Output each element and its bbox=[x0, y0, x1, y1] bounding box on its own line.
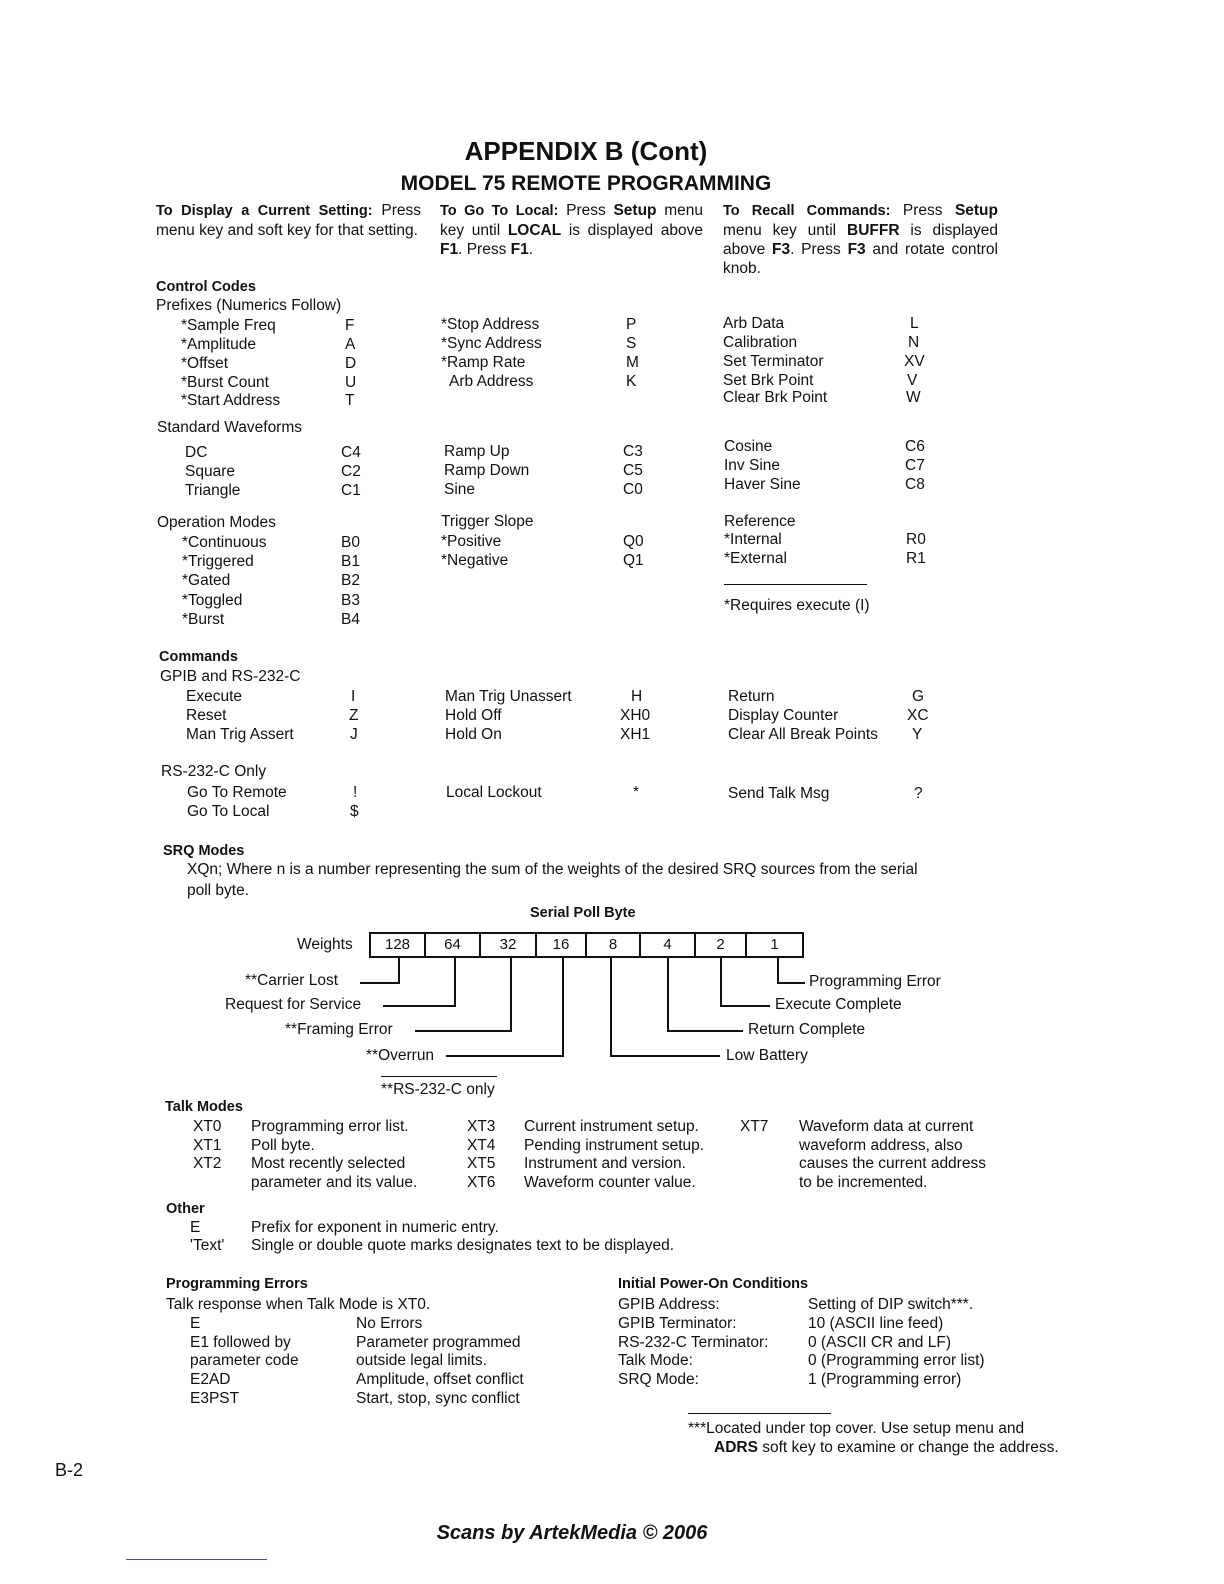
other-code: 'Text' bbox=[190, 1237, 225, 1254]
requires-execute-note: *Requires execute (I) bbox=[724, 597, 870, 614]
list-item: Square bbox=[185, 463, 235, 480]
talk-mode-code: XT7 bbox=[740, 1118, 769, 1135]
list-item: Haver Sine bbox=[724, 476, 801, 493]
power-on-footnote-line2: ADRS soft key to examine or change the address. bbox=[714, 1439, 1059, 1456]
connector-execute-complete-v bbox=[720, 958, 722, 1007]
label-low-battery: Low Battery bbox=[726, 1047, 808, 1064]
list-item-code: XH1 bbox=[620, 726, 651, 743]
list-item-code: W bbox=[906, 389, 921, 406]
list-item-code: C5 bbox=[623, 462, 643, 479]
list-item: Cosine bbox=[724, 438, 773, 455]
power-on-value: 10 (ASCII line feed) bbox=[808, 1315, 944, 1332]
talk-mode-code: XT3 bbox=[467, 1118, 496, 1135]
talk-mode-desc: Programming error list. bbox=[251, 1118, 409, 1135]
list-item-code: ! bbox=[353, 784, 358, 801]
other-desc: Single or double quote marks designates text to be displayed. bbox=[251, 1237, 675, 1254]
connector-carrier-lost-h bbox=[360, 982, 400, 984]
list-item-code: C2 bbox=[341, 463, 361, 480]
list-item-code: K bbox=[626, 373, 637, 390]
other-desc: Prefix for exponent in numeric entry. bbox=[251, 1219, 499, 1236]
list-item: *Ramp Rate bbox=[441, 354, 526, 371]
talk-mode-code: XT5 bbox=[467, 1155, 496, 1172]
list-item: *Burst Count bbox=[181, 374, 269, 391]
list-item-code: G bbox=[912, 688, 925, 705]
list-item: Man Trig Unassert bbox=[445, 688, 572, 705]
talk-mode-code: XT4 bbox=[467, 1137, 496, 1154]
list-item-code: P bbox=[626, 316, 637, 333]
list-item-code: U bbox=[345, 374, 357, 391]
list-item-code: C6 bbox=[905, 438, 925, 455]
list-item: Local Lockout bbox=[446, 784, 542, 801]
list-item-code: B4 bbox=[341, 611, 360, 628]
prefixes-label: Prefixes (Numerics Follow) bbox=[156, 297, 342, 314]
connector-low-battery-h bbox=[610, 1055, 720, 1057]
waveforms-label: Standard Waveforms bbox=[157, 419, 303, 436]
weight-cell-64: 64 bbox=[424, 932, 481, 958]
list-item: Ramp Up bbox=[444, 443, 510, 460]
list-item-code: R0 bbox=[906, 531, 926, 548]
talk-mode-desc: Instrument and version. bbox=[524, 1155, 686, 1172]
list-item: Send Talk Msg bbox=[728, 785, 830, 802]
programming-errors-intro: Talk response when Talk Mode is XT0. bbox=[166, 1296, 431, 1313]
connector-return-complete-v bbox=[667, 958, 669, 1032]
weight-cell-32: 32 bbox=[479, 932, 537, 958]
list-item-code: S bbox=[626, 335, 637, 352]
list-item-code: C3 bbox=[623, 443, 643, 460]
power-on-footnote-divider bbox=[688, 1413, 831, 1414]
weight-cell-8: 8 bbox=[585, 932, 641, 958]
list-item-code: Q1 bbox=[623, 552, 644, 569]
other-heading: Other bbox=[166, 1201, 205, 1217]
talk-mode-desc: causes the current address bbox=[799, 1155, 986, 1172]
list-item: Set Terminator bbox=[723, 353, 824, 370]
label-overrun: **Overrun bbox=[366, 1047, 435, 1064]
label-framing-error: **Framing Error bbox=[285, 1021, 393, 1038]
talk-mode-desc: to be incremented. bbox=[799, 1174, 928, 1191]
list-item-code: ? bbox=[914, 785, 923, 802]
commands-heading: Commands bbox=[159, 649, 238, 665]
connector-execute-complete-h bbox=[720, 1005, 770, 1007]
talk-mode-desc: Pending instrument setup. bbox=[524, 1137, 705, 1154]
gpib-rs232-label: GPIB and RS-232-C bbox=[160, 668, 301, 685]
list-item: Hold Off bbox=[445, 707, 502, 724]
intro-go-to-local: To Go To Local: Press Setup menu key until LOCAL is displayed above F1. Press F1. bbox=[440, 202, 703, 258]
list-item: *Sync Address bbox=[441, 335, 542, 352]
connector-programming-error-h bbox=[777, 982, 805, 984]
list-item: Ramp Down bbox=[444, 462, 530, 479]
list-item-code: C8 bbox=[905, 476, 925, 493]
error-code: E3PST bbox=[190, 1390, 240, 1407]
list-item: Arb Address bbox=[449, 373, 534, 390]
list-item-code: Q0 bbox=[623, 533, 644, 550]
control-codes-heading: Control Codes bbox=[156, 279, 256, 295]
rs232-footnote-divider bbox=[381, 1076, 497, 1077]
list-item: Display Counter bbox=[728, 707, 839, 724]
programming-errors-heading: Programming Errors bbox=[166, 1276, 308, 1292]
power-on-name: GPIB Terminator: bbox=[618, 1315, 737, 1332]
label-carrier-lost: **Carrier Lost bbox=[245, 972, 339, 989]
list-item-code: F bbox=[345, 317, 355, 334]
list-item: Arb Data bbox=[723, 315, 785, 332]
error-desc: outside legal limits. bbox=[356, 1352, 487, 1369]
list-item: Inv Sine bbox=[724, 457, 781, 474]
label-return-complete: Return Complete bbox=[748, 1021, 866, 1038]
label-programming-error: Programming Error bbox=[809, 973, 941, 990]
talk-mode-desc: Current instrument setup. bbox=[524, 1118, 699, 1135]
intro-display-setting: To Display a Current Setting: Press menu key and soft key for that setting. bbox=[156, 202, 421, 239]
list-item-code: I bbox=[351, 688, 356, 705]
power-on-heading: Initial Power-On Conditions bbox=[618, 1276, 809, 1292]
srq-modes-heading: SRQ Modes bbox=[163, 843, 245, 859]
power-on-name: GPIB Address: bbox=[618, 1296, 720, 1313]
scan-credit: Scans by ArtekMedia © 2006 bbox=[436, 1522, 708, 1544]
operation-modes-label: Operation Modes bbox=[157, 514, 276, 531]
page-number: B-2 bbox=[55, 1460, 84, 1480]
error-code: E2AD bbox=[190, 1371, 231, 1388]
serial-poll-byte-title: Serial Poll Byte bbox=[530, 905, 636, 921]
list-item-code: B0 bbox=[341, 534, 360, 551]
weight-cell-1: 1 bbox=[745, 932, 804, 958]
bottom-rule bbox=[126, 1559, 267, 1560]
connector-overrun-v bbox=[562, 958, 564, 1057]
power-on-name: Talk Mode: bbox=[618, 1352, 693, 1369]
list-item-code: R1 bbox=[906, 550, 926, 567]
list-item-code: XC bbox=[907, 707, 929, 724]
list-item: *Start Address bbox=[181, 392, 281, 409]
power-on-value: 0 (Programming error list) bbox=[808, 1352, 985, 1369]
connector-framing-error-h bbox=[415, 1030, 512, 1032]
list-item-code: B2 bbox=[341, 572, 360, 589]
list-item: *Continuous bbox=[182, 534, 267, 551]
rs232-footnote: **RS-232-C only bbox=[381, 1081, 495, 1098]
weight-cell-4: 4 bbox=[639, 932, 696, 958]
talk-mode-code: XT2 bbox=[193, 1155, 222, 1172]
list-item: *External bbox=[724, 550, 787, 567]
srq-description-line1: XQn; Where n is a number representing the sum of the weights of the desired SRQ sources from the serial bbox=[187, 861, 918, 878]
power-on-value: 0 (ASCII CR and LF) bbox=[808, 1334, 951, 1351]
list-item: Go To Local bbox=[187, 803, 270, 820]
error-desc: No Errors bbox=[356, 1315, 423, 1332]
error-code: E1 followed by bbox=[190, 1334, 291, 1351]
list-item-code: V bbox=[907, 372, 918, 389]
reference-label: Reference bbox=[724, 513, 796, 530]
error-code: parameter code bbox=[190, 1352, 299, 1369]
list-item: *Burst bbox=[182, 611, 225, 628]
list-item-code: B1 bbox=[341, 553, 360, 570]
weight-cell-2: 2 bbox=[694, 932, 747, 958]
talk-mode-desc: Most recently selected bbox=[251, 1155, 406, 1172]
talk-modes-heading: Talk Modes bbox=[165, 1099, 243, 1115]
trigger-slope-label: Trigger Slope bbox=[441, 513, 534, 530]
list-item: Set Brk Point bbox=[723, 372, 814, 389]
connector-request-service-h bbox=[383, 1005, 456, 1007]
power-on-name: SRQ Mode: bbox=[618, 1371, 699, 1388]
talk-mode-code: XT6 bbox=[467, 1174, 496, 1191]
list-item-code: XV bbox=[904, 353, 925, 370]
list-item-code: * bbox=[633, 784, 640, 801]
list-item-code: C0 bbox=[623, 481, 643, 498]
list-item: *Gated bbox=[182, 572, 231, 589]
talk-mode-code: XT1 bbox=[193, 1137, 222, 1154]
power-on-value: Setting of DIP switch***. bbox=[808, 1296, 974, 1313]
connector-programming-error-v bbox=[777, 958, 779, 984]
list-item: *Toggled bbox=[182, 592, 243, 609]
connector-carrier-lost-v bbox=[398, 958, 400, 984]
talk-mode-desc: Poll byte. bbox=[251, 1137, 315, 1154]
list-item: Clear All Break Points bbox=[728, 726, 878, 743]
list-item: Triangle bbox=[185, 482, 241, 499]
intro-recall-commands: To Recall Commands: Press Setup menu key until BUFFR is displayed above F3. Press F3 and rotate control knob. bbox=[723, 202, 998, 277]
weight-cell-128: 128 bbox=[369, 932, 426, 958]
page-subtitle: MODEL 75 REMOTE PROGRAMMING bbox=[400, 172, 772, 195]
weights-label: Weights bbox=[297, 936, 353, 953]
list-item-code: J bbox=[350, 726, 358, 743]
list-item: Hold On bbox=[445, 726, 502, 743]
list-item-code: B3 bbox=[341, 592, 360, 609]
power-on-name: RS-232-C Terminator: bbox=[618, 1334, 769, 1351]
list-item: *Stop Address bbox=[441, 316, 540, 333]
list-item: *Triggered bbox=[182, 553, 254, 570]
connector-request-service-v bbox=[454, 958, 456, 1007]
page-title: APPENDIX B (Cont) bbox=[464, 136, 708, 166]
label-execute-complete: Execute Complete bbox=[775, 996, 902, 1013]
list-item-code: Z bbox=[349, 707, 359, 724]
rs232-only-label: RS-232-C Only bbox=[161, 763, 267, 780]
list-item-code: N bbox=[908, 334, 920, 351]
list-item: *Sample Freq bbox=[181, 317, 276, 334]
list-item: Return bbox=[728, 688, 775, 705]
list-item: *Internal bbox=[724, 531, 782, 548]
list-item: *Negative bbox=[441, 552, 509, 569]
list-item-code: A bbox=[345, 336, 356, 353]
list-item: *Offset bbox=[181, 355, 229, 372]
list-item-code: M bbox=[626, 354, 639, 371]
list-item-code: D bbox=[345, 355, 357, 372]
error-desc: Parameter programmed bbox=[356, 1334, 521, 1351]
list-item-code: C7 bbox=[905, 457, 925, 474]
list-item-code: H bbox=[631, 688, 643, 705]
list-item: Sine bbox=[444, 481, 476, 498]
other-code: E bbox=[190, 1219, 201, 1236]
error-code: E bbox=[190, 1315, 201, 1332]
connector-return-complete-h bbox=[667, 1030, 743, 1032]
power-on-footnote-line1: ***Located under top cover. Use setup menu and bbox=[688, 1420, 1025, 1437]
connector-low-battery-v bbox=[610, 958, 612, 1057]
error-desc: Amplitude, offset conflict bbox=[356, 1371, 524, 1388]
footnote-divider bbox=[724, 584, 867, 585]
list-item: DC bbox=[185, 444, 208, 461]
srq-description-line2: poll byte. bbox=[187, 882, 250, 899]
talk-mode-desc: Waveform counter value. bbox=[524, 1174, 696, 1191]
talk-mode-desc: Waveform data at current bbox=[799, 1118, 974, 1135]
list-item: Go To Remote bbox=[187, 784, 287, 801]
list-item-code: $ bbox=[350, 803, 359, 820]
list-item-code: Y bbox=[912, 726, 923, 743]
error-desc: Start, stop, sync conflict bbox=[356, 1390, 520, 1407]
weight-cell-16: 16 bbox=[535, 932, 587, 958]
connector-framing-error-v bbox=[510, 958, 512, 1032]
list-item: Execute bbox=[186, 688, 243, 705]
talk-mode-desc: parameter and its value. bbox=[251, 1174, 418, 1191]
list-item-code: C1 bbox=[341, 482, 361, 499]
talk-mode-desc: waveform address, also bbox=[799, 1137, 963, 1154]
connector-overrun-h bbox=[446, 1055, 564, 1057]
label-request-for-service: Request for Service bbox=[225, 996, 362, 1013]
list-item: *Amplitude bbox=[181, 336, 256, 353]
list-item: Man Trig Assert bbox=[186, 726, 294, 743]
power-on-value: 1 (Programming error) bbox=[808, 1371, 962, 1388]
list-item: Clear Brk Point bbox=[723, 389, 828, 406]
list-item-code: XH0 bbox=[620, 707, 651, 724]
list-item-code: L bbox=[910, 315, 919, 332]
list-item: Calibration bbox=[723, 334, 798, 351]
list-item-code: C4 bbox=[341, 444, 361, 461]
talk-mode-code: XT0 bbox=[193, 1118, 222, 1135]
list-item: Reset bbox=[186, 707, 227, 724]
list-item-code: T bbox=[345, 392, 355, 409]
list-item: *Positive bbox=[441, 533, 502, 550]
